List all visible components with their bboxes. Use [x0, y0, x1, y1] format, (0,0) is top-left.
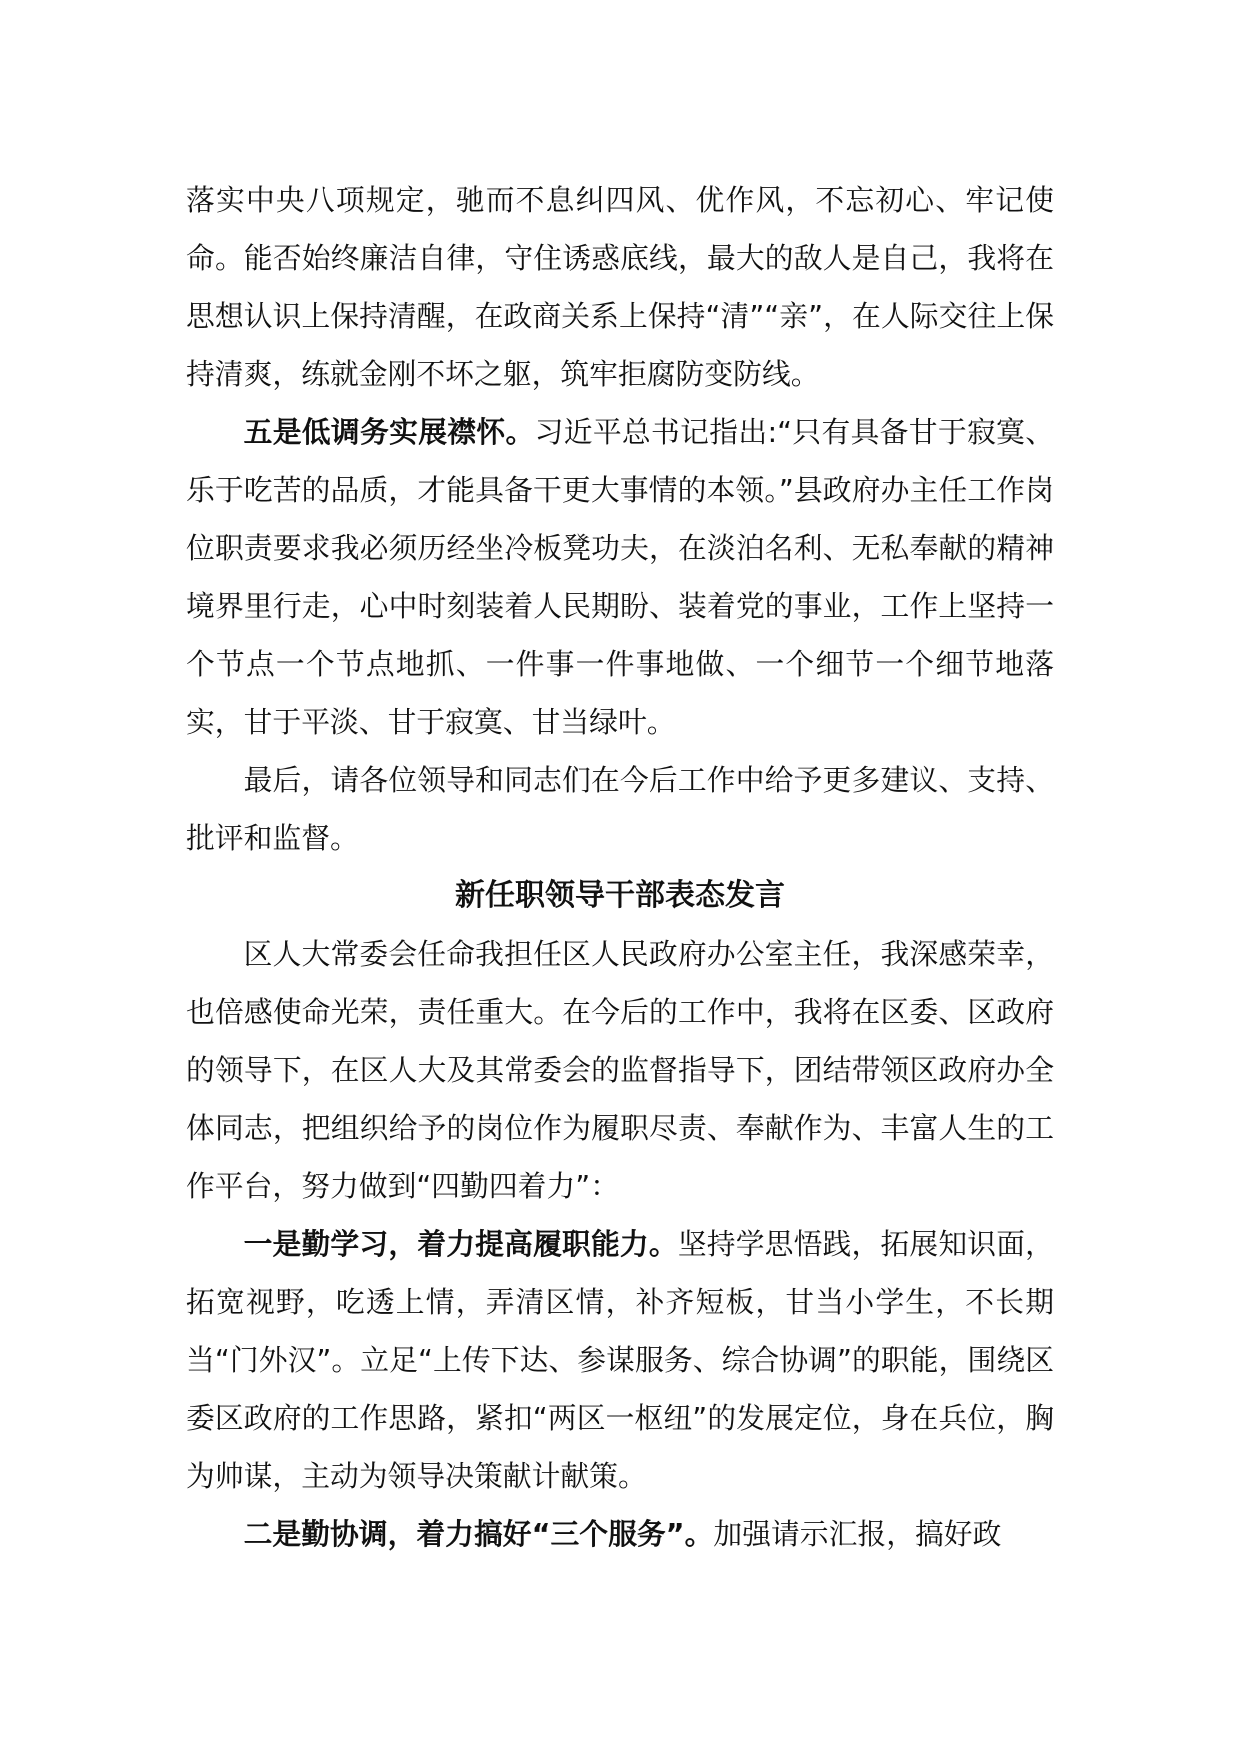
point-five-heading: 五是低调务实展襟怀。	[243, 415, 535, 449]
point-two-heading: 二是勤协调，着力搞好“三个服务”。	[243, 1517, 714, 1551]
paragraph-point-five	[186, 403, 1054, 751]
paragraph-integrity	[186, 171, 1054, 403]
paragraph-point-two	[186, 1505, 1054, 1563]
speech-title: 新任职领导干部表态发言	[455, 878, 785, 913]
paragraph-closing	[186, 751, 1054, 867]
point-two-text: 加强请示汇报，搞好政	[713, 1517, 1002, 1551]
point-five-text: 习近平总书记指出:“只有具备甘于寂寞、乐于吃苦的品质，才能具备干更大事情的本领。”县政府办主任工作岗位职责要求我必须历经坐冷板凳功夫，在淡泊名利、无私奉献的精神境界里行走，心中时刻装着人民期盼、装着党的事业，工作上坚持一个节点一个节点地抓、一件事一件事地做、一个细节一个细节地落实，甘于平淡、甘于寂寞、甘当绿叶。	[186, 415, 1054, 739]
paragraph-point-one	[186, 1215, 1054, 1505]
paragraph-introduction	[186, 925, 1054, 1215]
point-one-text: 坚持学思悟践，拓展知识面，拓宽视野，吃透上情，弄清区情，补齐短板，甘当小学生，不长期当“门外汉”。立足“上传下达、参谋服务、综合协调”的职能，围绕区委区政府的工作思路，紧扣“两区一枢纽”的发展定位，身在兵位，胸为帅谋，主动为领导决策献计献策。	[186, 1227, 1054, 1493]
point-one-heading: 一是勤学习，着力提高履职能力。	[243, 1227, 678, 1261]
paragraph-closing-text: 最后，请各位领导和同志们在今后工作中给予更多建议、支持、批评和监督。	[186, 763, 1054, 855]
paragraph-integrity-text: 落实中央八项规定，驰而不息纠四风、优作风，不忘初心、牢记使命。能否始终廉洁自律，守住诱惑底线，最大的敌人是自己，我将在思想认识上保持清醒，在政商关系上保持“清”“亲”，在人际交往上保持清爽，练就金刚不坏之躯，筑牢拒腐防变防线。	[186, 183, 1054, 391]
paragraph-introduction-text: 区人大常委会任命我担任区人民政府办公室主任，我深感荣幸，也倍感使命光荣，责任重大。在今后的工作中，我将在区委、区政府的领导下，在区人大及其常委会的监督指导下，团结带领区政府办全体同志，把组织给予的岗位作为履职尽责、奉献作为、丰富人生的工作平台，努力做到“四勤四着力”：	[186, 937, 1054, 1203]
